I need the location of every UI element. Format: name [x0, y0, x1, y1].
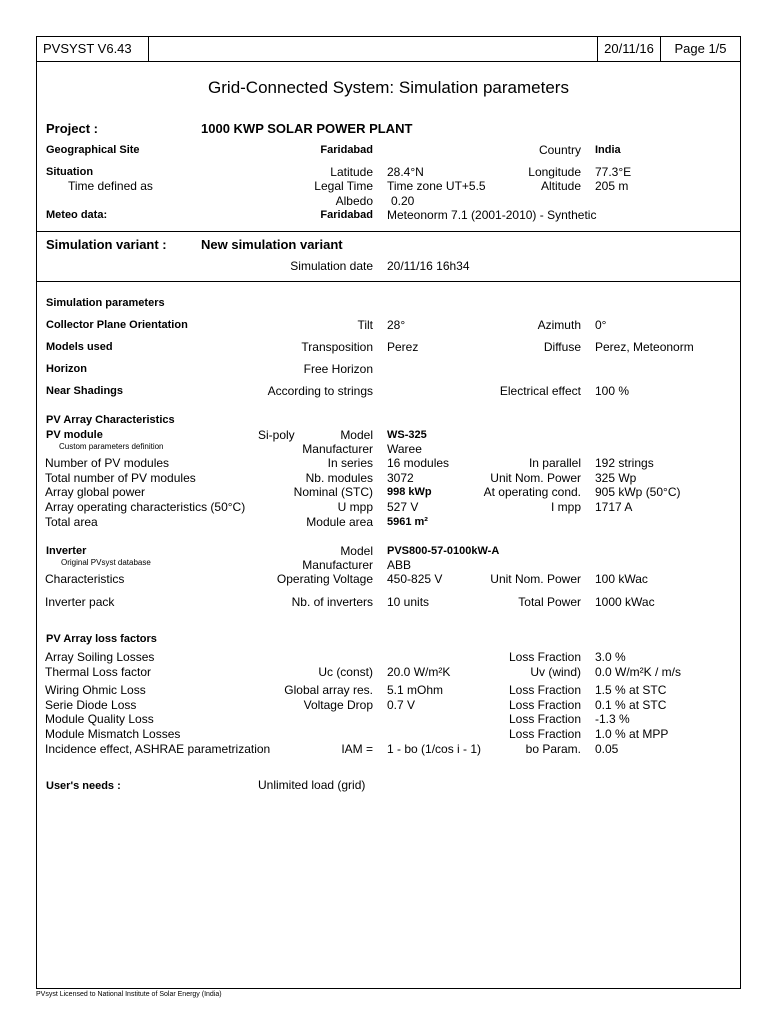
situation-label: Situation — [46, 166, 94, 178]
in-parallel-label: In parallel — [528, 456, 581, 470]
umpp-value: 527 V — [387, 500, 419, 514]
operating-voltage-label: Operating Voltage — [276, 572, 373, 586]
geo-site-value: Faridabad — [320, 144, 373, 156]
operating-char-label: Array operating characteristics (50°C) — [45, 500, 246, 514]
soiling-fraction-label: Loss Fraction — [508, 650, 581, 664]
impp-value: 1717 A — [595, 500, 633, 514]
total-modules-label: Total number of PV modules — [45, 471, 196, 485]
shadings-value: According to strings — [267, 384, 373, 398]
incidence-effect-label: Incidence effect, ASHRAE parametrization — [45, 742, 271, 756]
albedo-label: Albedo — [335, 194, 373, 208]
bo-param-label: bo Param. — [525, 742, 581, 756]
tilt-value: 28° — [387, 318, 406, 332]
voltage-drop-label: Voltage Drop — [303, 698, 373, 712]
diode-loss-label: Serie Diode Loss — [45, 698, 137, 712]
uv-label: Uv (wind) — [530, 665, 581, 679]
inverter-title: Inverter — [46, 545, 87, 557]
pv-manufacturer-label: Manufacturer — [302, 442, 373, 456]
inverter-manufacturer-label: Manufacturer — [302, 558, 373, 572]
quality-fraction-value: -1.3 % — [595, 712, 630, 726]
meteo-label: Meteo data: — [46, 209, 108, 221]
nb-modules-label: Nb. modules — [305, 471, 373, 485]
header-date-cell — [597, 36, 661, 62]
header-blank-cell — [148, 36, 598, 62]
diffuse-label: Diffuse — [543, 340, 581, 354]
uc-value: 20.0 W/m²K — [387, 665, 451, 679]
latitude-label: Latitude — [330, 165, 373, 179]
azimuth-value: 0° — [595, 318, 607, 332]
country-label: Country — [538, 143, 581, 157]
header-page-cell — [660, 36, 741, 62]
module-area-label: Module area — [306, 515, 373, 529]
inverter-unit-power-value: 100 kWac — [595, 572, 648, 586]
longitude-label: Longitude — [528, 165, 581, 179]
inverter-char-label: Characteristics — [45, 572, 125, 586]
in-parallel-value: 192 strings — [595, 456, 654, 470]
diode-fraction-label: Loss Fraction — [508, 698, 581, 712]
project-name: 1000 KWP SOLAR POWER PLANT — [201, 121, 413, 136]
pv-model-label: Model — [340, 428, 373, 442]
diode-fraction-value: 0.1 % at STC — [595, 698, 667, 712]
transposition-value: Perez — [387, 340, 419, 354]
latitude-value: 28.4°N — [387, 165, 424, 179]
meteo-site: Faridabad — [320, 209, 373, 221]
shadings-label: Near Shadings — [46, 385, 124, 397]
nb-modules-value: 3072 — [387, 471, 414, 485]
num-modules-label: Number of PV modules — [45, 456, 170, 470]
soiling-label: Array Soiling Losses — [45, 650, 155, 664]
altitude-label: Altitude — [540, 179, 581, 193]
inverter-pack-label: Inverter pack — [45, 595, 115, 609]
iam-eq-label: IAM = — [341, 742, 373, 756]
horizon-label: Horizon — [46, 363, 87, 375]
ohmic-res-value: 5.1 mOhm — [387, 683, 444, 697]
module-area-value: 5961 m² — [387, 516, 428, 528]
page-number: Page 1/5 — [674, 41, 727, 56]
users-needs-label: User's needs : — [46, 780, 121, 792]
albedo-value: 0.20 — [391, 194, 415, 208]
inverter-manufacturer-value: ABB — [387, 558, 412, 572]
operating-voltage-value: 450-825 V — [387, 572, 443, 586]
umpp-label: U mpp — [337, 500, 373, 514]
models-label: Models used — [46, 341, 113, 353]
ohmic-fraction-label: Loss Fraction — [508, 683, 581, 697]
pv-manufacturer-value: Waree — [387, 442, 422, 456]
pvsyst-db-note: Original PVsyst database — [61, 558, 151, 567]
longitude-value: 77.3°E — [595, 165, 632, 179]
nb-inverters-label: Nb. of inverters — [291, 595, 373, 609]
ohmic-res-label: Global array res. — [284, 683, 373, 697]
quality-fraction-label: Loss Fraction — [508, 712, 581, 726]
pv-module-label: PV module — [46, 429, 103, 441]
orientation-label: Collector Plane Orientation — [46, 319, 188, 331]
users-needs-value: Unlimited load (grid) — [258, 778, 366, 792]
operating-cond-value: 905 kWp (50°C) — [595, 485, 681, 499]
electrical-effect-value: 100 % — [595, 384, 630, 398]
nominal-stc-label: Nominal (STC) — [293, 485, 373, 499]
total-area-label: Total area — [45, 515, 98, 529]
transposition-label: Transposition — [301, 340, 373, 354]
horizon-value: Free Horizon — [303, 362, 373, 376]
sim-date-label: Simulation date — [290, 259, 373, 273]
custom-params-note: Custom parameters definition — [59, 442, 164, 451]
pv-unit-power-value: 325 Wp — [595, 471, 637, 485]
in-series-value: 16 modules — [387, 456, 450, 470]
bo-param-value: 0.05 — [595, 742, 619, 756]
geo-site-label: Geographical Site — [46, 144, 140, 156]
uv-value: 0.0 W/m²K / m/s — [595, 665, 682, 679]
electrical-effect-label: Electrical effect — [499, 384, 581, 398]
ohmic-loss-label: Wiring Ohmic Loss — [45, 683, 146, 697]
pv-unit-power-label: Unit Nom. Power — [490, 471, 581, 485]
inverter-model-label: Model — [340, 544, 373, 558]
sim-params-title: Simulation parameters — [46, 297, 165, 309]
iam-formula: 1 - bo (1/cos i - 1) — [387, 742, 482, 756]
meteo-value: Meteonorm 7.1 (2001-2010) - Synthetic — [387, 208, 597, 222]
pv-array-title: PV Array Characteristics — [46, 414, 175, 426]
thermal-loss-label: Thermal Loss factor — [45, 665, 152, 679]
legal-time-label: Legal Time — [314, 179, 373, 193]
total-power-label: Total Power — [518, 595, 581, 609]
header-software-cell — [36, 36, 149, 62]
impp-label: I mpp — [550, 500, 581, 514]
license-footer: PVsyst Licensed to National Institute of Solar Energy (India) — [36, 991, 222, 998]
page-title: Grid-Connected System: Simulation parameters — [208, 78, 569, 97]
voltage-drop-value: 0.7 V — [387, 698, 416, 712]
time-defined-label: Time defined as — [68, 179, 153, 193]
uc-label: Uc (const) — [318, 665, 373, 679]
pv-technology: Si-poly — [258, 428, 295, 442]
mismatch-fraction-value: 1.0 % at MPP — [595, 727, 669, 741]
altitude-value: 205 m — [595, 179, 629, 193]
mismatch-loss-label: Module Mismatch Losses — [45, 727, 181, 741]
sim-date-value: 20/11/16 16h34 — [387, 259, 470, 273]
mismatch-fraction-label: Loss Fraction — [508, 727, 581, 741]
pv-model-value: WS-325 — [387, 429, 427, 441]
soiling-fraction-value: 3.0 % — [595, 650, 626, 664]
nb-inverters-value: 10 units — [387, 595, 430, 609]
total-power-value: 1000 kWac — [595, 595, 655, 609]
inverter-unit-power-label: Unit Nom. Power — [490, 572, 581, 586]
inverter-model-value: PVS800-57-0100kW-A — [387, 545, 500, 557]
azimuth-label: Azimuth — [537, 318, 581, 332]
diffuse-value: Perez, Meteonorm — [595, 340, 694, 354]
tilt-label: Tilt — [357, 318, 373, 332]
global-power-label: Array global power — [45, 485, 146, 499]
operating-cond-label: At operating cond. — [483, 485, 581, 499]
variant-label: Simulation variant : — [46, 237, 167, 252]
software-version: PVSYST V6.43 — [43, 41, 132, 56]
country-value: India — [595, 144, 621, 156]
ohmic-fraction-value: 1.5 % at STC — [595, 683, 667, 697]
quality-loss-label: Module Quality Loss — [45, 712, 154, 726]
loss-factors-title: PV Array loss factors — [46, 633, 157, 645]
legal-time-value: Time zone UT+5.5 — [387, 179, 486, 193]
project-label: Project : — [46, 121, 99, 136]
nominal-stc-value: 998 kWp — [387, 486, 432, 498]
variant-name: New simulation variant — [201, 237, 343, 252]
report-date: 20/11/16 — [604, 41, 654, 56]
in-series-label: In series — [327, 456, 373, 470]
